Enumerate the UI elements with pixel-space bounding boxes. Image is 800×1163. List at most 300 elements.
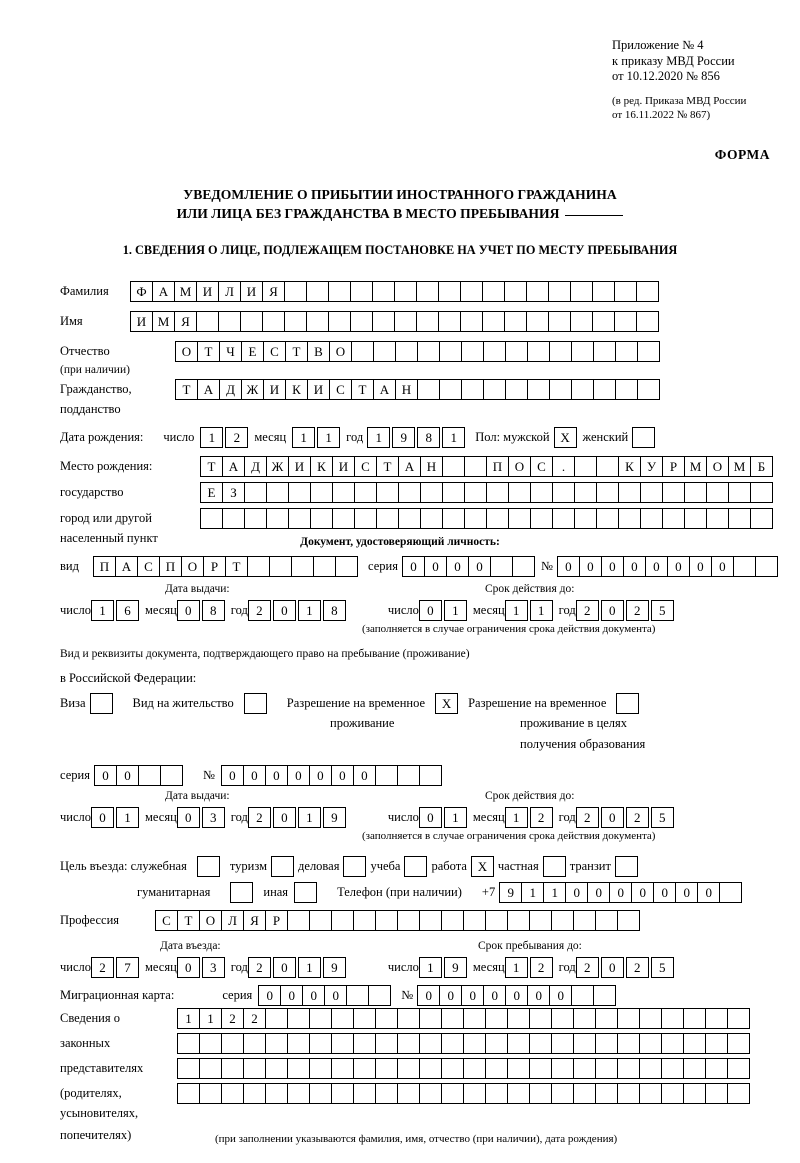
char-cell[interactable]: [375, 1008, 398, 1029]
char-cell[interactable]: 2: [576, 807, 599, 828]
char-cell[interactable]: [243, 1033, 266, 1054]
char-cell[interactable]: [442, 482, 465, 503]
char-cell[interactable]: 0: [645, 556, 668, 577]
char-cell[interactable]: [200, 508, 223, 529]
char-cell[interactable]: И: [307, 379, 330, 400]
char-cell[interactable]: [353, 1058, 376, 1079]
char-cell[interactable]: [617, 1033, 640, 1054]
char-cell[interactable]: [614, 311, 637, 332]
char-cell[interactable]: П: [159, 556, 182, 577]
char-cell[interactable]: [269, 556, 292, 577]
char-cell[interactable]: [574, 508, 597, 529]
char-cell[interactable]: Р: [265, 910, 288, 931]
char-cell[interactable]: 6: [116, 600, 139, 621]
char-cell[interactable]: [706, 482, 729, 503]
char-cell[interactable]: 1: [200, 427, 223, 448]
char-cell[interactable]: [243, 1083, 266, 1104]
char-cell[interactable]: 1: [91, 600, 114, 621]
char-cell[interactable]: [463, 1033, 486, 1054]
char-cell[interactable]: [595, 1083, 618, 1104]
char-cell[interactable]: 2: [626, 600, 649, 621]
char-cell[interactable]: Т: [351, 379, 374, 400]
char-cell[interactable]: 5: [651, 807, 674, 828]
char-cell[interactable]: [486, 508, 509, 529]
char-cell[interactable]: 0: [331, 765, 354, 786]
char-cell[interactable]: [416, 311, 439, 332]
char-cell[interactable]: А: [197, 379, 220, 400]
char-cell[interactable]: [719, 882, 742, 903]
char-cell[interactable]: [573, 1083, 596, 1104]
char-cell[interactable]: [417, 379, 440, 400]
char-cell[interactable]: [507, 910, 530, 931]
char-cell[interactable]: 0: [689, 556, 712, 577]
char-cell[interactable]: [529, 1033, 552, 1054]
char-cell[interactable]: 0: [623, 556, 646, 577]
char-cell[interactable]: 0: [243, 765, 266, 786]
char-cell[interactable]: [375, 1058, 398, 1079]
char-cell[interactable]: [733, 556, 756, 577]
char-cell[interactable]: 0: [280, 985, 303, 1006]
char-cell[interactable]: [265, 1058, 288, 1079]
char-cell[interactable]: 0: [549, 985, 572, 1006]
char-cell[interactable]: [593, 985, 616, 1006]
permit-number-input[interactable]: [221, 765, 442, 786]
char-cell[interactable]: [438, 311, 461, 332]
char-cell[interactable]: [398, 508, 421, 529]
char-cell[interactable]: [177, 1058, 200, 1079]
name-input[interactable]: [130, 311, 659, 332]
entry-day-input[interactable]: [91, 957, 139, 978]
char-cell[interactable]: [683, 1058, 706, 1079]
char-cell[interactable]: 9: [499, 882, 522, 903]
visa-checkbox[interactable]: [90, 693, 113, 714]
char-cell[interactable]: [441, 1058, 464, 1079]
char-cell[interactable]: 1: [298, 957, 321, 978]
char-cell[interactable]: [331, 910, 354, 931]
char-cell[interactable]: [592, 281, 615, 302]
char-cell[interactable]: Н: [395, 379, 418, 400]
char-cell[interactable]: 0: [675, 882, 698, 903]
char-cell[interactable]: [461, 379, 484, 400]
char-cell[interactable]: [309, 1058, 332, 1079]
char-cell[interactable]: 0: [424, 556, 447, 577]
char-cell[interactable]: [199, 1033, 222, 1054]
char-cell[interactable]: [661, 1033, 684, 1054]
char-cell[interactable]: [221, 1083, 244, 1104]
char-cell[interactable]: Ф: [130, 281, 153, 302]
char-cell[interactable]: [372, 311, 395, 332]
char-cell[interactable]: Д: [219, 379, 242, 400]
char-cell[interactable]: [419, 910, 442, 931]
char-cell[interactable]: [284, 281, 307, 302]
char-cell[interactable]: С: [329, 379, 352, 400]
char-cell[interactable]: 1: [505, 600, 528, 621]
char-cell[interactable]: К: [618, 456, 641, 477]
char-cell[interactable]: [199, 1083, 222, 1104]
char-cell[interactable]: [618, 508, 641, 529]
char-cell[interactable]: О: [706, 456, 729, 477]
char-cell[interactable]: [306, 311, 329, 332]
char-cell[interactable]: Н: [420, 456, 443, 477]
char-cell[interactable]: А: [373, 379, 396, 400]
char-cell[interactable]: 8: [202, 600, 225, 621]
char-cell[interactable]: [595, 1033, 618, 1054]
migration-number-input[interactable]: [417, 985, 616, 1006]
char-cell[interactable]: [332, 508, 355, 529]
char-cell[interactable]: П: [93, 556, 116, 577]
char-cell[interactable]: Я: [262, 281, 285, 302]
char-cell[interactable]: [548, 311, 571, 332]
char-cell[interactable]: [138, 765, 161, 786]
char-cell[interactable]: 1: [521, 882, 544, 903]
char-cell[interactable]: 9: [392, 427, 415, 448]
char-cell[interactable]: [310, 508, 333, 529]
char-cell[interactable]: 0: [309, 765, 332, 786]
char-cell[interactable]: [419, 1058, 442, 1079]
char-cell[interactable]: [639, 1058, 662, 1079]
char-cell[interactable]: [265, 1008, 288, 1029]
char-cell[interactable]: [639, 1033, 662, 1054]
phone-input[interactable]: [499, 882, 742, 903]
birth-month-input[interactable]: [292, 427, 340, 448]
char-cell[interactable]: [441, 1008, 464, 1029]
char-cell[interactable]: [571, 341, 594, 362]
char-cell[interactable]: 0: [419, 807, 442, 828]
char-cell[interactable]: [438, 281, 461, 302]
id-type-input[interactable]: [93, 556, 358, 577]
char-cell[interactable]: [266, 482, 289, 503]
permit-issue-year-input[interactable]: [248, 807, 346, 828]
char-cell[interactable]: [420, 482, 443, 503]
char-cell[interactable]: [727, 1008, 750, 1029]
char-cell[interactable]: [375, 765, 398, 786]
char-cell[interactable]: А: [398, 456, 421, 477]
birthplace-row-3[interactable]: [200, 508, 773, 529]
char-cell[interactable]: [441, 1083, 464, 1104]
char-cell[interactable]: [596, 482, 619, 503]
char-cell[interactable]: 5: [651, 957, 674, 978]
char-cell[interactable]: 2: [221, 1008, 244, 1029]
char-cell[interactable]: [287, 1058, 310, 1079]
char-cell[interactable]: Р: [662, 456, 685, 477]
char-cell[interactable]: [637, 379, 660, 400]
char-cell[interactable]: [574, 482, 597, 503]
permit-series-input[interactable]: [94, 765, 183, 786]
char-cell[interactable]: Т: [376, 456, 399, 477]
char-cell[interactable]: Т: [197, 341, 220, 362]
char-cell[interactable]: И: [288, 456, 311, 477]
char-cell[interactable]: [505, 379, 528, 400]
char-cell[interactable]: [419, 1008, 442, 1029]
char-cell[interactable]: [617, 910, 640, 931]
char-cell[interactable]: 0: [601, 600, 624, 621]
char-cell[interactable]: [683, 1008, 706, 1029]
char-cell[interactable]: [376, 508, 399, 529]
char-cell[interactable]: [684, 508, 707, 529]
char-cell[interactable]: [614, 281, 637, 302]
char-cell[interactable]: 2: [576, 600, 599, 621]
char-cell[interactable]: 0: [609, 882, 632, 903]
char-cell[interactable]: [398, 482, 421, 503]
char-cell[interactable]: [661, 1083, 684, 1104]
char-cell[interactable]: [551, 910, 574, 931]
char-cell[interactable]: [309, 1008, 332, 1029]
char-cell[interactable]: [551, 1083, 574, 1104]
char-cell[interactable]: [441, 910, 464, 931]
char-cell[interactable]: 1: [444, 600, 467, 621]
char-cell[interactable]: [368, 985, 391, 1006]
char-cell[interactable]: [464, 508, 487, 529]
char-cell[interactable]: С: [354, 456, 377, 477]
char-cell[interactable]: 8: [323, 600, 346, 621]
char-cell[interactable]: [196, 311, 219, 332]
char-cell[interactable]: [463, 1058, 486, 1079]
char-cell[interactable]: [331, 1033, 354, 1054]
char-cell[interactable]: [705, 1058, 728, 1079]
char-cell[interactable]: [661, 1058, 684, 1079]
char-cell[interactable]: [243, 1058, 266, 1079]
char-cell[interactable]: Е: [241, 341, 264, 362]
char-cell[interactable]: 1: [444, 807, 467, 828]
char-cell[interactable]: 0: [565, 882, 588, 903]
char-cell[interactable]: [397, 1008, 420, 1029]
char-cell[interactable]: [439, 341, 462, 362]
char-cell[interactable]: [310, 482, 333, 503]
permit-issue-month-input[interactable]: [177, 807, 225, 828]
char-cell[interactable]: К: [285, 379, 308, 400]
char-cell[interactable]: 0: [417, 985, 440, 1006]
char-cell[interactable]: [530, 508, 553, 529]
char-cell[interactable]: А: [222, 456, 245, 477]
char-cell[interactable]: [592, 311, 615, 332]
char-cell[interactable]: [683, 1033, 706, 1054]
char-cell[interactable]: [527, 379, 550, 400]
char-cell[interactable]: [573, 1058, 596, 1079]
char-cell[interactable]: [705, 1008, 728, 1029]
char-cell[interactable]: [306, 281, 329, 302]
char-cell[interactable]: 0: [711, 556, 734, 577]
char-cell[interactable]: [661, 1008, 684, 1029]
char-cell[interactable]: [507, 1033, 530, 1054]
char-cell[interactable]: 0: [667, 556, 690, 577]
char-cell[interactable]: [618, 482, 641, 503]
char-cell[interactable]: [570, 311, 593, 332]
char-cell[interactable]: 3: [202, 807, 225, 828]
purpose-service-checkbox[interactable]: [197, 856, 220, 877]
char-cell[interactable]: [309, 1083, 332, 1104]
char-cell[interactable]: [640, 508, 663, 529]
char-cell[interactable]: 0: [302, 985, 325, 1006]
char-cell[interactable]: 2: [225, 427, 248, 448]
char-cell[interactable]: [287, 1083, 310, 1104]
char-cell[interactable]: [596, 508, 619, 529]
char-cell[interactable]: П: [486, 456, 509, 477]
char-cell[interactable]: 0: [116, 765, 139, 786]
char-cell[interactable]: [265, 1083, 288, 1104]
birth-day-input[interactable]: [200, 427, 248, 448]
char-cell[interactable]: .: [552, 456, 575, 477]
char-cell[interactable]: [573, 910, 596, 931]
char-cell[interactable]: [375, 910, 398, 931]
char-cell[interactable]: [199, 1058, 222, 1079]
temp-residence-edu-checkbox[interactable]: [616, 693, 639, 714]
legal-rep-row-2[interactable]: [177, 1033, 750, 1054]
char-cell[interactable]: [529, 1083, 552, 1104]
char-cell[interactable]: [507, 1083, 530, 1104]
char-cell[interactable]: [288, 482, 311, 503]
char-cell[interactable]: 1: [298, 807, 321, 828]
char-cell[interactable]: [394, 311, 417, 332]
char-cell[interactable]: 0: [324, 985, 347, 1006]
char-cell[interactable]: [351, 341, 374, 362]
char-cell[interactable]: Я: [243, 910, 266, 931]
char-cell[interactable]: [570, 281, 593, 302]
char-cell[interactable]: 2: [530, 957, 553, 978]
char-cell[interactable]: [706, 508, 729, 529]
char-cell[interactable]: 0: [557, 556, 580, 577]
char-cell[interactable]: [419, 765, 442, 786]
char-cell[interactable]: [529, 910, 552, 931]
char-cell[interactable]: С: [530, 456, 553, 477]
purpose-humanitarian-checkbox[interactable]: [230, 882, 253, 903]
char-cell[interactable]: [346, 985, 369, 1006]
char-cell[interactable]: [573, 1033, 596, 1054]
char-cell[interactable]: [508, 482, 531, 503]
char-cell[interactable]: [463, 1083, 486, 1104]
birthplace-row-2[interactable]: [200, 482, 773, 503]
char-cell[interactable]: М: [684, 456, 707, 477]
char-cell[interactable]: [397, 1083, 420, 1104]
char-cell[interactable]: 0: [353, 765, 376, 786]
patronymic-input[interactable]: [175, 341, 660, 362]
char-cell[interactable]: [460, 311, 483, 332]
char-cell[interactable]: 0: [265, 765, 288, 786]
char-cell[interactable]: [265, 1033, 288, 1054]
char-cell[interactable]: 0: [91, 807, 114, 828]
char-cell[interactable]: 1: [292, 427, 315, 448]
char-cell[interactable]: [639, 1008, 662, 1029]
id-issue-day-input[interactable]: [91, 600, 139, 621]
char-cell[interactable]: [485, 1008, 508, 1029]
char-cell[interactable]: [350, 281, 373, 302]
char-cell[interactable]: 1: [116, 807, 139, 828]
char-cell[interactable]: 1: [177, 1008, 200, 1029]
citizenship-input[interactable]: [175, 379, 660, 400]
char-cell[interactable]: [464, 456, 487, 477]
char-cell[interactable]: 1: [442, 427, 465, 448]
char-cell[interactable]: [266, 508, 289, 529]
char-cell[interactable]: 0: [653, 882, 676, 903]
char-cell[interactable]: [507, 1008, 530, 1029]
char-cell[interactable]: А: [152, 281, 175, 302]
char-cell[interactable]: 0: [631, 882, 654, 903]
char-cell[interactable]: Т: [175, 379, 198, 400]
char-cell[interactable]: 0: [273, 807, 296, 828]
char-cell[interactable]: У: [640, 456, 663, 477]
char-cell[interactable]: [551, 1033, 574, 1054]
char-cell[interactable]: [177, 1083, 200, 1104]
char-cell[interactable]: [287, 910, 310, 931]
char-cell[interactable]: [328, 281, 351, 302]
char-cell[interactable]: [508, 508, 531, 529]
char-cell[interactable]: [353, 910, 376, 931]
char-cell[interactable]: [375, 1083, 398, 1104]
char-cell[interactable]: [397, 910, 420, 931]
char-cell[interactable]: [395, 341, 418, 362]
char-cell[interactable]: [529, 1008, 552, 1029]
char-cell[interactable]: М: [152, 311, 175, 332]
char-cell[interactable]: [615, 341, 638, 362]
purpose-study-checkbox[interactable]: [404, 856, 427, 877]
char-cell[interactable]: К: [310, 456, 333, 477]
char-cell[interactable]: [416, 281, 439, 302]
char-cell[interactable]: 2: [248, 957, 271, 978]
legal-rep-row-4[interactable]: [177, 1083, 750, 1104]
char-cell[interactable]: [617, 1058, 640, 1079]
char-cell[interactable]: И: [196, 281, 219, 302]
char-cell[interactable]: 9: [323, 807, 346, 828]
char-cell[interactable]: [287, 1008, 310, 1029]
legal-rep-row-3[interactable]: [177, 1058, 750, 1079]
char-cell[interactable]: [397, 1058, 420, 1079]
char-cell[interactable]: 0: [273, 957, 296, 978]
char-cell[interactable]: 0: [527, 985, 550, 1006]
char-cell[interactable]: 2: [626, 957, 649, 978]
temp-residence-checkbox[interactable]: Х: [435, 693, 458, 714]
char-cell[interactable]: 0: [273, 600, 296, 621]
char-cell[interactable]: [595, 910, 618, 931]
char-cell[interactable]: [527, 341, 550, 362]
char-cell[interactable]: М: [174, 281, 197, 302]
char-cell[interactable]: 1: [505, 807, 528, 828]
permit-valid-day-input[interactable]: [419, 807, 467, 828]
char-cell[interactable]: [728, 508, 751, 529]
char-cell[interactable]: [291, 556, 314, 577]
char-cell[interactable]: Т: [177, 910, 200, 931]
char-cell[interactable]: [353, 1033, 376, 1054]
char-cell[interactable]: [247, 556, 270, 577]
char-cell[interactable]: З: [222, 482, 245, 503]
char-cell[interactable]: 0: [601, 957, 624, 978]
char-cell[interactable]: 9: [323, 957, 346, 978]
char-cell[interactable]: [727, 1033, 750, 1054]
char-cell[interactable]: [397, 1033, 420, 1054]
char-cell[interactable]: О: [175, 341, 198, 362]
char-cell[interactable]: Ж: [266, 456, 289, 477]
char-cell[interactable]: [460, 281, 483, 302]
purpose-business-checkbox[interactable]: [343, 856, 366, 877]
char-cell[interactable]: Я: [174, 311, 197, 332]
char-cell[interactable]: [485, 1033, 508, 1054]
char-cell[interactable]: 0: [177, 807, 200, 828]
char-cell[interactable]: [331, 1058, 354, 1079]
char-cell[interactable]: [439, 379, 462, 400]
char-cell[interactable]: [552, 482, 575, 503]
char-cell[interactable]: 0: [287, 765, 310, 786]
char-cell[interactable]: И: [263, 379, 286, 400]
char-cell[interactable]: [463, 910, 486, 931]
char-cell[interactable]: 0: [483, 985, 506, 1006]
char-cell[interactable]: Ч: [219, 341, 242, 362]
char-cell[interactable]: [313, 556, 336, 577]
char-cell[interactable]: Т: [225, 556, 248, 577]
char-cell[interactable]: [464, 482, 487, 503]
stay-month-input[interactable]: [505, 957, 553, 978]
char-cell[interactable]: М: [728, 456, 751, 477]
char-cell[interactable]: [331, 1008, 354, 1029]
char-cell[interactable]: [288, 508, 311, 529]
char-cell[interactable]: [309, 910, 332, 931]
